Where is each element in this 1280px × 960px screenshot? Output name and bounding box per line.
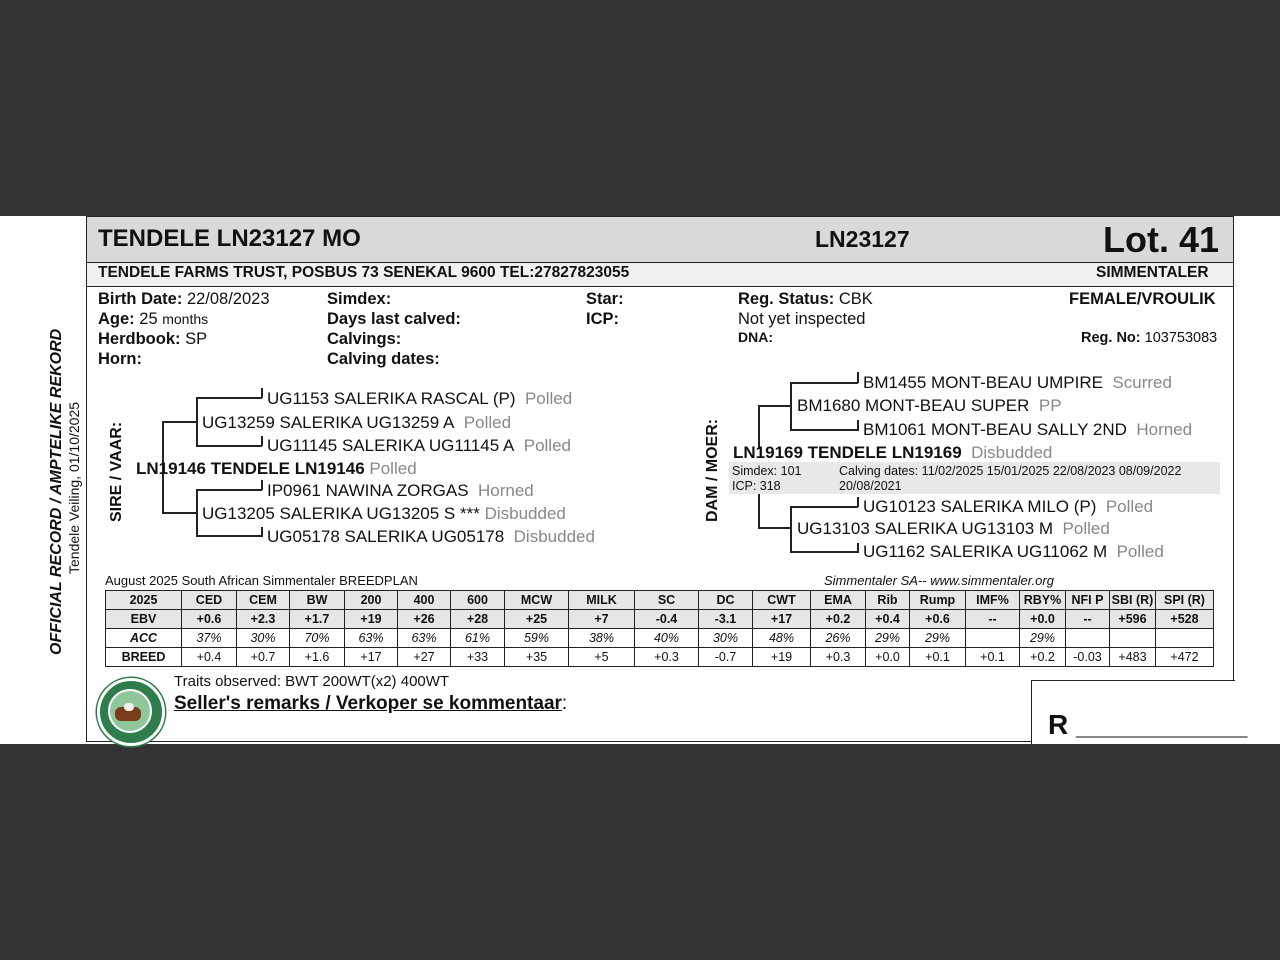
breedplan-row-acc bbox=[106, 629, 1214, 648]
breedplan-row-breed bbox=[106, 648, 1214, 667]
breedplan-row-ebv-cell-6: +28 bbox=[451, 610, 505, 629]
breedplan-row-ebv-cell-3: +1.7 bbox=[290, 610, 345, 629]
dam-icp: ICP: 318 bbox=[732, 479, 781, 493]
breedplan-header-row-cell-11: CWT bbox=[753, 591, 811, 610]
breedplan-row-ebv-cell-10: -3.1 bbox=[699, 610, 753, 629]
sire-dam-dam: UG05178 SALERIKA UG05178 Disbudded bbox=[267, 527, 595, 546]
herdbook: Herdbook: SP bbox=[98, 330, 208, 348]
breed-name: SIMMENTALER bbox=[1096, 264, 1209, 281]
breedplan-row-breed-cell-15: +0.1 bbox=[966, 648, 1020, 667]
breedplan-row-acc-cell-5: 63% bbox=[398, 629, 451, 648]
dna-label: DNA: bbox=[738, 329, 773, 345]
breedplan-header-row-cell-7: MCW bbox=[505, 591, 569, 610]
breedplan-row-breed-cell-9: +0.3 bbox=[635, 648, 699, 667]
breedplan-row-acc-cell-17 bbox=[1066, 629, 1110, 648]
breedplan-header-row-cell-19: SPI (R) bbox=[1156, 591, 1214, 610]
owner-address: TENDELE FARMS TRUST, POSBUS 73 SENEKAL 9600 TEL:27827823055 bbox=[98, 264, 630, 281]
horn-label: Horn: bbox=[98, 350, 142, 368]
breedplan-header-row-cell-5: 400 bbox=[398, 591, 451, 610]
breedplan-header-row-cell-18: SBI (R) bbox=[1110, 591, 1156, 610]
inspection-status: Not yet inspected bbox=[738, 310, 866, 328]
breedplan-header-row-cell-16: RBY% bbox=[1020, 591, 1066, 610]
breedplan-row-breed-cell-18: +483 bbox=[1110, 648, 1156, 667]
breedplan-row-breed-cell-14: +0.1 bbox=[910, 648, 966, 667]
breedplan-row-ebv-cell-13: +0.4 bbox=[866, 610, 910, 629]
breedplan-row-acc-cell-8: 38% bbox=[569, 629, 635, 648]
calvings-label: Calvings: bbox=[327, 330, 402, 348]
reg-status: Reg. Status: CBK bbox=[738, 290, 873, 308]
dam-sire: BM1680 MONT-BEAU SUPER PP bbox=[797, 396, 1062, 415]
dam-dam-dam: UG1162 SALERIKA UG11062 M Polled bbox=[863, 542, 1164, 561]
breedplan-row-ebv-cell-5: +26 bbox=[398, 610, 451, 629]
breedplan-row-breed-cell-11: +19 bbox=[753, 648, 811, 667]
dam-dam: UG13103 SALERIKA UG13103 M Polled bbox=[797, 519, 1110, 538]
breedplan-row-breed-cell-2: +0.7 bbox=[237, 648, 290, 667]
price-field[interactable]: R ___________ bbox=[1048, 709, 1248, 740]
breedplan-header-row-cell-17: NFI P bbox=[1066, 591, 1110, 610]
breedplan-row-breed-cell-6: +33 bbox=[451, 648, 505, 667]
breedplan-header-row-cell-10: DC bbox=[699, 591, 753, 610]
breedplan-row-breed-cell-0: BREED bbox=[106, 648, 182, 667]
breedplan-row-ebv-cell-9: -0.4 bbox=[635, 610, 699, 629]
breedplan-row-acc-cell-6: 61% bbox=[451, 629, 505, 648]
sale-name-date: Tendele Veiling, 01/10/2025 bbox=[66, 401, 82, 574]
birth-date: Birth Date: 22/08/2023 bbox=[98, 290, 270, 308]
breedplan-header-row-cell-15: IMF% bbox=[966, 591, 1020, 610]
breedplan-header-row-cell-8: MILK bbox=[569, 591, 635, 610]
breedplan-caption: August 2025 South African Simmentaler BREEDPLAN bbox=[105, 573, 418, 588]
breedplan-header-row-cell-6: 600 bbox=[451, 591, 505, 610]
breedplan-row-ebv-cell-4: +19 bbox=[345, 610, 398, 629]
breedplan-body bbox=[106, 591, 1214, 667]
breedplan-row-acc-cell-19 bbox=[1156, 629, 1214, 648]
breedplan-row-acc-cell-4: 63% bbox=[345, 629, 398, 648]
breedplan-header-row-cell-9: SC bbox=[635, 591, 699, 610]
dam-dam-sire: UG10123 SALERIKA MILO (P) Polled bbox=[863, 497, 1154, 516]
sire-dam-sire: IP0961 NAWINA ZORGAS Horned bbox=[267, 481, 534, 500]
breedplan-row-breed-cell-3: +1.6 bbox=[290, 648, 345, 667]
sire-name: LN19146 TENDELE LN19146 Polled bbox=[136, 459, 417, 478]
breedplan-row-breed-cell-10: -0.7 bbox=[699, 648, 753, 667]
breedplan-row-breed-cell-5: +27 bbox=[398, 648, 451, 667]
sex: FEMALE/VROULIK bbox=[1069, 290, 1216, 308]
breedplan-row-ebv-cell-18: +596 bbox=[1110, 610, 1156, 629]
breedplan-row-ebv-cell-8: +7 bbox=[569, 610, 635, 629]
icp-label: ICP: bbox=[586, 310, 619, 328]
dam-calving-dates: Calving dates: 11/02/2025 15/01/2025 22/08/2023 08/09/2022 bbox=[839, 464, 1182, 478]
breedplan-row-acc-cell-11: 48% bbox=[753, 629, 811, 648]
dam-sire-sire: BM1455 MONT-BEAU UMPIRE Scurred bbox=[863, 373, 1172, 392]
breedplan-row-acc-cell-7: 59% bbox=[505, 629, 569, 648]
sellers-remarks: Seller's remarks / Verkoper se kommentaar: bbox=[174, 693, 568, 714]
breedplan-row-ebv bbox=[106, 610, 1214, 629]
dam-label: DAM / MOER: bbox=[704, 418, 721, 522]
sire-sire: UG13259 SALERIKA UG13259 A Polled bbox=[202, 413, 512, 432]
sire-sire-sire: UG1153 SALERIKA RASCAL (P) Polled bbox=[267, 389, 573, 408]
breedplan-row-acc-cell-16: 29% bbox=[1020, 629, 1066, 648]
breedplan-row-ebv-cell-0: EBV bbox=[106, 610, 182, 629]
sire-sire-dam: UG11145 SALERIKA UG11145 A Polled bbox=[267, 436, 571, 455]
breedplan-row-ebv-cell-19: +528 bbox=[1156, 610, 1214, 629]
breedplan-header-row-cell-1: CED bbox=[182, 591, 237, 610]
age: Age: 25 months bbox=[98, 310, 209, 328]
breedplan-row-ebv-cell-7: +25 bbox=[505, 610, 569, 629]
breedplan-site: Simmentaler SA-- www.simmentaler.org bbox=[824, 573, 1054, 588]
breedplan-row-breed-cell-7: +35 bbox=[505, 648, 569, 667]
breedplan-row-acc-cell-9: 40% bbox=[635, 629, 699, 648]
breedplan-row-breed-cell-19: +472 bbox=[1156, 648, 1214, 667]
breedplan-row-acc-cell-13: 29% bbox=[866, 629, 910, 648]
breedplan-row-breed-cell-13: +0.0 bbox=[866, 648, 910, 667]
breedplan-table bbox=[105, 590, 1214, 667]
calving-dates-label: Calving dates: bbox=[327, 350, 440, 368]
breedplan-row-ebv-cell-1: +0.6 bbox=[182, 610, 237, 629]
breedplan-row-ebv-cell-12: +0.2 bbox=[811, 610, 866, 629]
breedplan-row-acc-cell-0: ACC bbox=[106, 629, 182, 648]
breedplan-row-breed-cell-4: +17 bbox=[345, 648, 398, 667]
breedplan-header-row-cell-14: Rump bbox=[910, 591, 966, 610]
breedplan-row-acc-cell-15 bbox=[966, 629, 1020, 648]
star-label: Star: bbox=[586, 290, 624, 308]
sire-label: SIRE / VAAR: bbox=[108, 421, 125, 522]
breedplan-row-breed-cell-17: -0.03 bbox=[1066, 648, 1110, 667]
traits-observed: Traits observed: BWT 200WT(x2) 400WT bbox=[174, 673, 450, 690]
breedplan-header-row-cell-3: BW bbox=[290, 591, 345, 610]
dam-calving-dates-2: 20/08/2021 bbox=[839, 479, 902, 493]
reg-code: LN23127 bbox=[815, 226, 910, 252]
breedplan-header-row-cell-13: Rib bbox=[866, 591, 910, 610]
simdex-label: Simdex: bbox=[327, 290, 392, 308]
breedplan-row-acc-cell-2: 30% bbox=[237, 629, 290, 648]
breedplan-row-ebv-cell-17: -- bbox=[1066, 610, 1110, 629]
reg-number: Reg. No: 103753083 bbox=[1081, 330, 1218, 346]
dam-name: LN19169 TENDELE LN19169 Disbudded bbox=[733, 443, 1053, 462]
simmentaler-logo bbox=[97, 678, 165, 746]
breedplan-row-ebv-cell-11: +17 bbox=[753, 610, 811, 629]
breedplan-row-breed-cell-16: +0.2 bbox=[1020, 648, 1066, 667]
breedplan-row-ebv-cell-15: -- bbox=[966, 610, 1020, 629]
breedplan-header-row-cell-0: 2025 bbox=[106, 591, 182, 610]
dam-sire-dam: BM1061 MONT-BEAU SALLY 2ND Horned bbox=[863, 420, 1193, 439]
breedplan-header-row-cell-2: CEM bbox=[237, 591, 290, 610]
breedplan-row-acc-cell-12: 26% bbox=[811, 629, 866, 648]
breedplan-row-ebv-cell-16: +0.0 bbox=[1020, 610, 1066, 629]
breedplan-row-acc-cell-3: 70% bbox=[290, 629, 345, 648]
breedplan-row-ebv-cell-2: +2.3 bbox=[237, 610, 290, 629]
breedplan-row-acc-cell-10: 30% bbox=[699, 629, 753, 648]
official-record-label: OFFICIAL RECORD / AMPTELIKE REKORD bbox=[48, 328, 65, 655]
sire-dam: UG13205 SALERIKA UG13205 S *** Disbudded bbox=[202, 504, 566, 523]
dam-simdex: Simdex: 101 bbox=[732, 464, 802, 478]
animal-name: TENDELE LN23127 MO bbox=[98, 225, 361, 252]
days-last-calved-label: Days last calved: bbox=[327, 310, 461, 328]
breedplan-row-breed-cell-1: +0.4 bbox=[182, 648, 237, 667]
breedplan-header-row-cell-4: 200 bbox=[345, 591, 398, 610]
breedplan-row-acc-cell-18 bbox=[1110, 629, 1156, 648]
breedplan-row-acc-cell-1: 37% bbox=[182, 629, 237, 648]
breedplan-row-acc-cell-14: 29% bbox=[910, 629, 966, 648]
breedplan-row-ebv-cell-14: +0.6 bbox=[910, 610, 966, 629]
breedplan-row-breed-cell-8: +5 bbox=[569, 648, 635, 667]
breedplan-header-row-cell-12: EMA bbox=[811, 591, 866, 610]
breedplan-row-breed-cell-12: +0.3 bbox=[811, 648, 866, 667]
breedplan-header-row bbox=[106, 591, 1214, 610]
lot-number: Lot. 41 bbox=[1103, 219, 1220, 260]
